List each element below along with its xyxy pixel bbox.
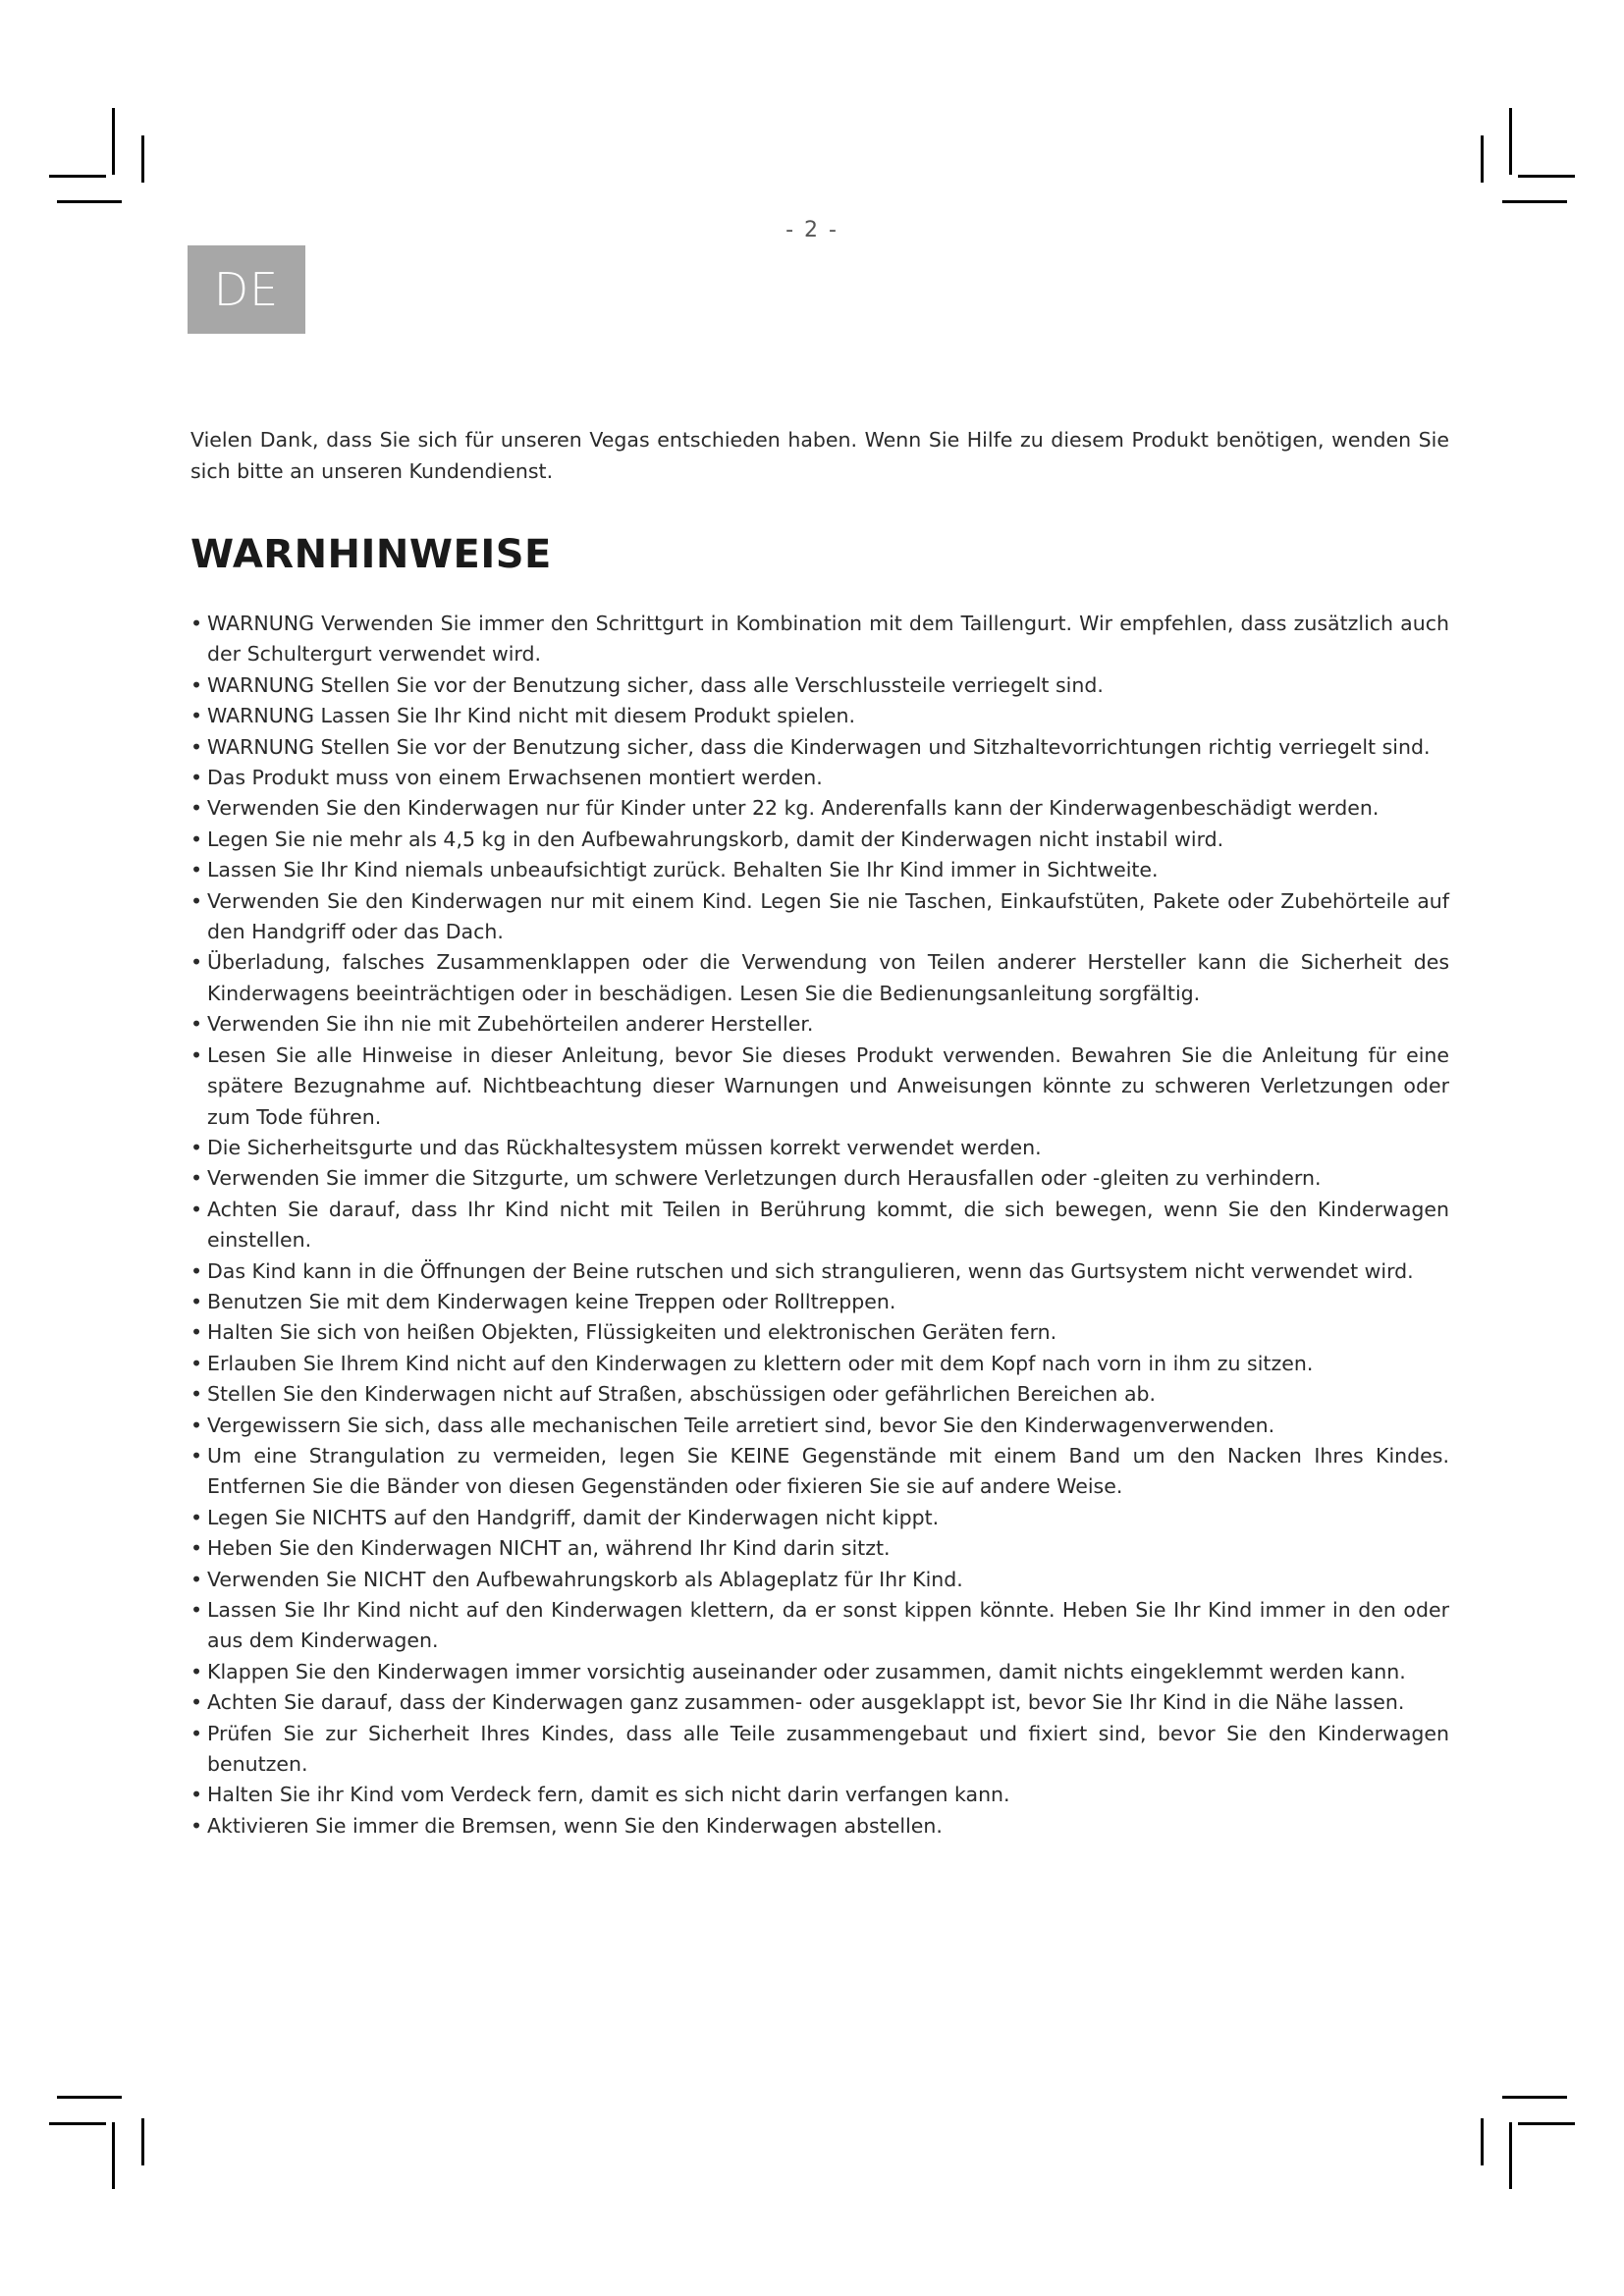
warning-text: Lesen Sie alle Hinweise in dieser Anleitung, bevor Sie dieses Produkt verwenden. Bewahren Sie die Anleitung für eine spätere Bezugnahme auf. Nichtbeachtung dieser Warnungen und Anweisungen könnte zu schweren Verletzungen oder zum Tode führen. bbox=[207, 1042, 1449, 1129]
warning-text: Achten Sie darauf, dass Ihr Kind nicht mit Teilen in Berührung kommt, die sich bewegen, wenn Sie den Kinderwagen einstellen. bbox=[207, 1197, 1449, 1253]
warning-text: Legen Sie NICHTS auf den Handgriff, damit der Kinderwagen nicht kippt. bbox=[207, 1505, 940, 1529]
warning-text: Die Sicherheitsgurte und das Rückhaltesystem müssen korrekt verwendet werden. bbox=[207, 1135, 1042, 1159]
crop-mark bbox=[141, 135, 144, 183]
warning-item bbox=[190, 1533, 1449, 1564]
warning-list bbox=[190, 609, 1449, 1842]
crop-mark bbox=[112, 2122, 115, 2189]
bullet-icon: • bbox=[190, 1320, 203, 1345]
bullet-icon: • bbox=[190, 827, 203, 851]
warning-item bbox=[190, 1780, 1449, 1810]
warning-text: Das Produkt muss von einem Erwachsenen montiert werden. bbox=[207, 766, 823, 790]
warning-text: Verwenden Sie den Kinderwagen nur mit einem Kind. Legen Sie nie Taschen, Einkaufstüten, Pakete oder Zubehörteile auf den Handgriff oder das Dach. bbox=[207, 888, 1449, 944]
page-number: - 2 - bbox=[785, 218, 839, 242]
bullet-icon: • bbox=[190, 1042, 203, 1067]
bullet-icon: • bbox=[190, 1659, 203, 1683]
warning-text: Klappen Sie den Kinderwagen immer vorsichtig auseinander oder zusammen, damit nichts eingeklemmt werden kann. bbox=[207, 1659, 1406, 1683]
bullet-icon: • bbox=[190, 612, 203, 635]
bullet-icon: • bbox=[190, 1598, 203, 1622]
warning-text: Verwenden Sie den Kinderwagen nur für Kinder unter 22 kg. Anderenfalls kann der Kinderwagenbeschädigt werden. bbox=[207, 796, 1380, 821]
warning-text: Lassen Sie Ihr Kind nicht auf den Kinderwagen klettern, da er sonst kippen könnte. Heben Sie Ihr Kind immer in den oder aus dem Kinderwagen. bbox=[207, 1598, 1449, 1653]
warning-text: Aktivieren Sie immer die Bremsen, wenn Sie den Kinderwagen abstellen. bbox=[207, 1813, 943, 1838]
crop-mark bbox=[1481, 135, 1484, 183]
warning-item bbox=[190, 732, 1449, 763]
language-tag: DE bbox=[188, 245, 305, 334]
crop-mark bbox=[1502, 200, 1567, 203]
bullet-icon: • bbox=[190, 1443, 203, 1468]
warning-item bbox=[190, 1195, 1449, 1256]
bullet-icon: • bbox=[190, 1690, 203, 1715]
section-heading: WARNHINWEISE bbox=[190, 532, 552, 577]
bullet-icon: • bbox=[190, 1536, 203, 1561]
warning-text: WARNUNG Verwenden Sie immer den Schrittgurt in Kombination mit dem Taillengurt. Wir empfehlen, dass zusätzlich auch der Schultergurt verwendet wird. bbox=[207, 612, 1449, 667]
bullet-icon: • bbox=[190, 1783, 203, 1807]
crop-mark bbox=[57, 2096, 122, 2099]
crop-mark bbox=[49, 175, 106, 178]
bullet-icon: • bbox=[190, 734, 203, 759]
main-content bbox=[190, 424, 1449, 1842]
warning-item bbox=[190, 1133, 1449, 1163]
bullet-icon: • bbox=[190, 1135, 203, 1159]
warning-text: Stellen Sie den Kinderwagen nicht auf Straßen, abschüssigen oder gefährlichen Bereichen ab. bbox=[207, 1382, 1157, 1407]
crop-mark bbox=[1509, 108, 1512, 175]
warning-item bbox=[190, 825, 1449, 855]
warning-item bbox=[190, 609, 1449, 670]
warning-text: Halten Sie sich von heißen Objekten, Flüssigkeiten und elektronischen Geräten fern. bbox=[207, 1320, 1057, 1345]
warning-text: Verwenden Sie immer die Sitzgurte, um schwere Verletzungen durch Herausfallen oder -gleiten zu verhindern. bbox=[207, 1166, 1322, 1191]
warning-item bbox=[190, 1349, 1449, 1379]
bullet-icon: • bbox=[190, 1012, 203, 1037]
warning-item bbox=[190, 1041, 1449, 1133]
warning-text: WARNUNG Stellen Sie vor der Benutzung sicher, dass alle Verschlussteile verriegelt sind. bbox=[207, 672, 1104, 697]
warning-item bbox=[190, 1657, 1449, 1687]
warning-text: Vergewissern Sie sich, dass alle mechanischen Teile arretiert sind, bevor Sie den Kinderwagenverwenden. bbox=[207, 1413, 1275, 1437]
bullet-icon: • bbox=[190, 704, 203, 728]
bullet-icon: • bbox=[190, 1813, 203, 1838]
warning-text: Überladung, falsches Zusammenklappen oder die Verwendung von Teilen anderer Hersteller kann die Sicherheit des Kinderwagens beeinträchtigen oder in beschädigen. Lesen Sie die Bedienungsanleitung sorgfältig. bbox=[207, 950, 1449, 1005]
crop-mark bbox=[1509, 2122, 1512, 2189]
bullet-icon: • bbox=[190, 1567, 203, 1591]
warning-text: Achten Sie darauf, dass der Kinderwagen ganz zusammen- oder ausgeklappt ist, bevor Sie Ihr Kind in die Nähe lassen. bbox=[207, 1690, 1405, 1715]
warning-text: Lassen Sie Ihr Kind niemals unbeaufsichtigt zurück. Behalten Sie Ihr Kind immer in Sichtweite. bbox=[207, 858, 1159, 882]
bullet-icon: • bbox=[190, 1351, 203, 1375]
warning-item bbox=[190, 886, 1449, 948]
bullet-icon: • bbox=[190, 766, 203, 790]
bullet-icon: • bbox=[190, 1289, 203, 1313]
warning-item bbox=[190, 1163, 1449, 1194]
crop-mark bbox=[1481, 2118, 1484, 2165]
crop-mark bbox=[1502, 2096, 1567, 2099]
warning-text: Verwenden Sie NICHT den Aufbewahrungskorb als Ablageplatz für Ihr Kind. bbox=[207, 1567, 963, 1591]
warning-text: Erlauben Sie Ihrem Kind nicht auf den Kinderwagen zu klettern oder mit dem Kopf nach vorn in ihm zu sitzen. bbox=[207, 1351, 1314, 1375]
warning-item bbox=[190, 1719, 1449, 1781]
warning-item bbox=[190, 947, 1449, 1009]
warning-item bbox=[190, 1256, 1449, 1287]
warning-item bbox=[190, 793, 1449, 824]
bullet-icon: • bbox=[190, 888, 203, 913]
crop-mark bbox=[1518, 175, 1575, 178]
crop-mark bbox=[141, 2118, 144, 2165]
intro-paragraph: Vielen Dank, dass Sie sich für unseren Vegas entschieden haben. Wenn Sie Hilfe zu diesem Produkt benötigen, wenden Sie sich bitte an unseren Kundendienst. bbox=[190, 428, 1449, 483]
warning-item bbox=[190, 1503, 1449, 1533]
warning-item bbox=[190, 1687, 1449, 1718]
warning-item bbox=[190, 763, 1449, 793]
crop-mark bbox=[112, 108, 115, 175]
warning-item bbox=[190, 1411, 1449, 1441]
crop-mark bbox=[49, 2122, 106, 2125]
warning-text: Prüfen Sie zur Sicherheit Ihres Kindes, dass alle Teile zusammengebaut und fixiert sind, bevor Sie den Kinderwagen benutzen. bbox=[207, 1721, 1449, 1777]
warning-item bbox=[190, 1317, 1449, 1348]
warning-item bbox=[190, 670, 1449, 701]
warning-text: WARNUNG Lassen Sie Ihr Kind nicht mit diesem Produkt spielen. bbox=[207, 704, 856, 728]
bullet-icon: • bbox=[190, 1382, 203, 1407]
warning-text: Benutzen Sie mit dem Kinderwagen keine Treppen oder Rolltreppen. bbox=[207, 1289, 896, 1313]
bullet-icon: • bbox=[190, 1166, 203, 1191]
warning-item bbox=[190, 1811, 1449, 1842]
warning-text: Das Kind kann in die Öffnungen der Beine rutschen und sich strangulieren, wenn das Gurtsystem nicht verwendet wird. bbox=[207, 1258, 1414, 1283]
bullet-icon: • bbox=[190, 796, 203, 821]
crop-mark bbox=[1518, 2122, 1575, 2125]
warning-item bbox=[190, 855, 1449, 885]
warning-item bbox=[190, 1287, 1449, 1317]
bullet-icon: • bbox=[190, 1721, 203, 1745]
bullet-icon: • bbox=[190, 1197, 203, 1221]
warning-text: Verwenden Sie ihn nie mit Zubehörteilen anderer Hersteller. bbox=[207, 1012, 814, 1037]
warning-item bbox=[190, 1565, 1449, 1595]
warning-text: Um eine Strangulation zu vermeiden, legen Sie KEINE Gegenstände mit einem Band um den Nacken Ihres Kindes. Entfernen Sie die Bänder von diesen Gegenständen oder fixieren Sie sie auf andere Weise. bbox=[207, 1443, 1449, 1499]
warning-item bbox=[190, 1009, 1449, 1040]
warning-text: Legen Sie nie mehr als 4,5 kg in den Aufbewahrungskorb, damit der Kinderwagen nicht instabil wird. bbox=[207, 827, 1224, 851]
bullet-icon: • bbox=[190, 950, 203, 975]
bullet-icon: • bbox=[190, 1505, 203, 1529]
warning-text: WARNUNG Stellen Sie vor der Benutzung sicher, dass die Kinderwagen und Sitzhaltevorrichtungen richtig verriegelt sind. bbox=[207, 734, 1431, 759]
bullet-icon: • bbox=[190, 1413, 203, 1437]
warning-item bbox=[190, 1441, 1449, 1503]
bullet-icon: • bbox=[190, 672, 203, 697]
crop-mark bbox=[57, 200, 122, 203]
bullet-icon: • bbox=[190, 858, 203, 882]
bullet-icon: • bbox=[190, 1258, 203, 1283]
warning-item bbox=[190, 701, 1449, 731]
warning-text: Halten Sie ihr Kind vom Verdeck fern, damit es sich nicht darin verfangen kann. bbox=[207, 1783, 1010, 1807]
warning-item bbox=[190, 1595, 1449, 1657]
warning-item bbox=[190, 1379, 1449, 1410]
warning-text: Heben Sie den Kinderwagen NICHT an, während Ihr Kind darin sitzt. bbox=[207, 1536, 891, 1561]
